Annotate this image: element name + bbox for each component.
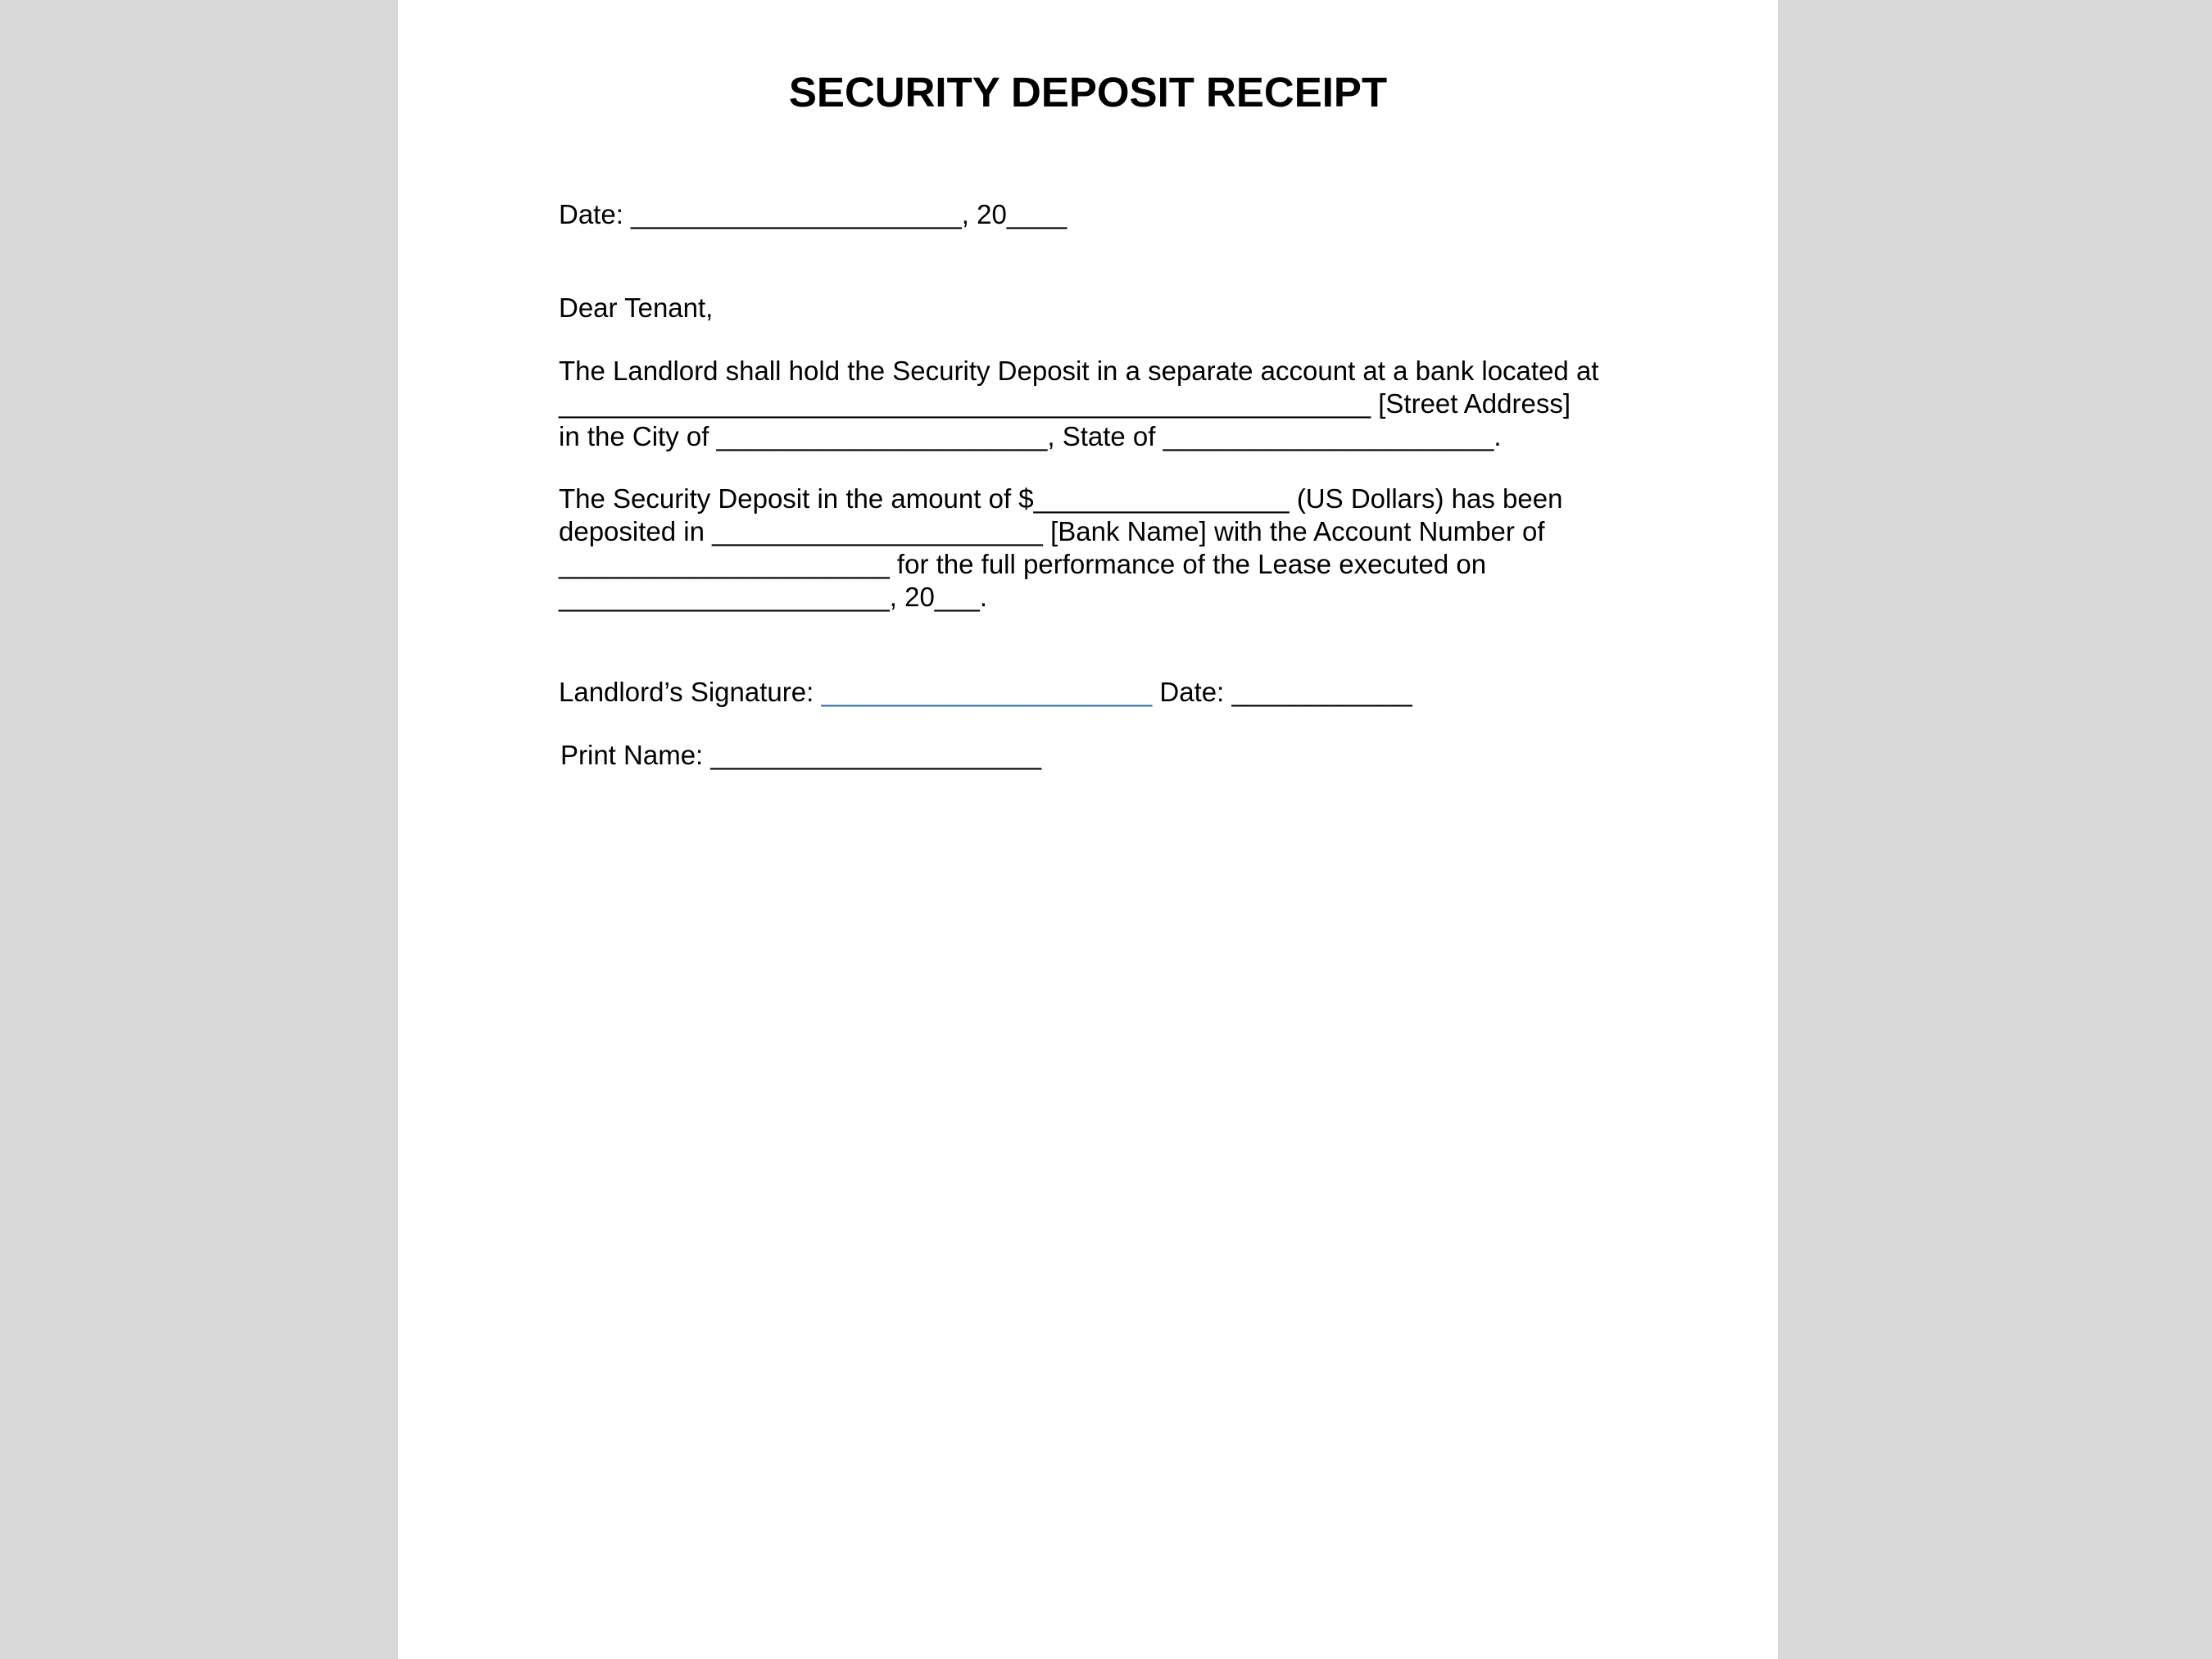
document-title: SECURITY DEPOSIT RECEIPT — [788, 69, 1388, 116]
salutation: Dear Tenant, — [559, 292, 714, 323]
signature-label: Landlord’s Signature: — [559, 677, 822, 707]
signature-date-field: Date: ____________ — [1152, 677, 1412, 707]
deposit-amount-line: The Security Deposit in the amount of $_________________ (US Dollars) has been — [559, 483, 1563, 514]
bank-name-line: deposited in ______________________ [Bank Name] with the Account Number of — [559, 516, 1545, 546]
account-number-line: ______________________ for the full performance of the Lease executed on — [559, 549, 1487, 579]
signature-field[interactable]: ______________________ — [821, 677, 1153, 707]
bank-location-line-1: The Landlord shall hold the Security Deposit in a separate account at a bank located at — [559, 356, 1599, 386]
city-state-line: in the City of ______________________, State of ______________________. — [559, 421, 1502, 451]
street-address-line: ______________________________________________________ [Street Address] — [559, 388, 1571, 419]
lease-date-line: ______________________, 20___. — [559, 582, 988, 612]
signature-line — [559, 676, 1412, 709]
date-field-line: Date: ______________________, 20____ — [559, 199, 1067, 229]
document-page — [398, 0, 1778, 1659]
print-name-line: Print Name: ______________________ — [560, 740, 1042, 770]
